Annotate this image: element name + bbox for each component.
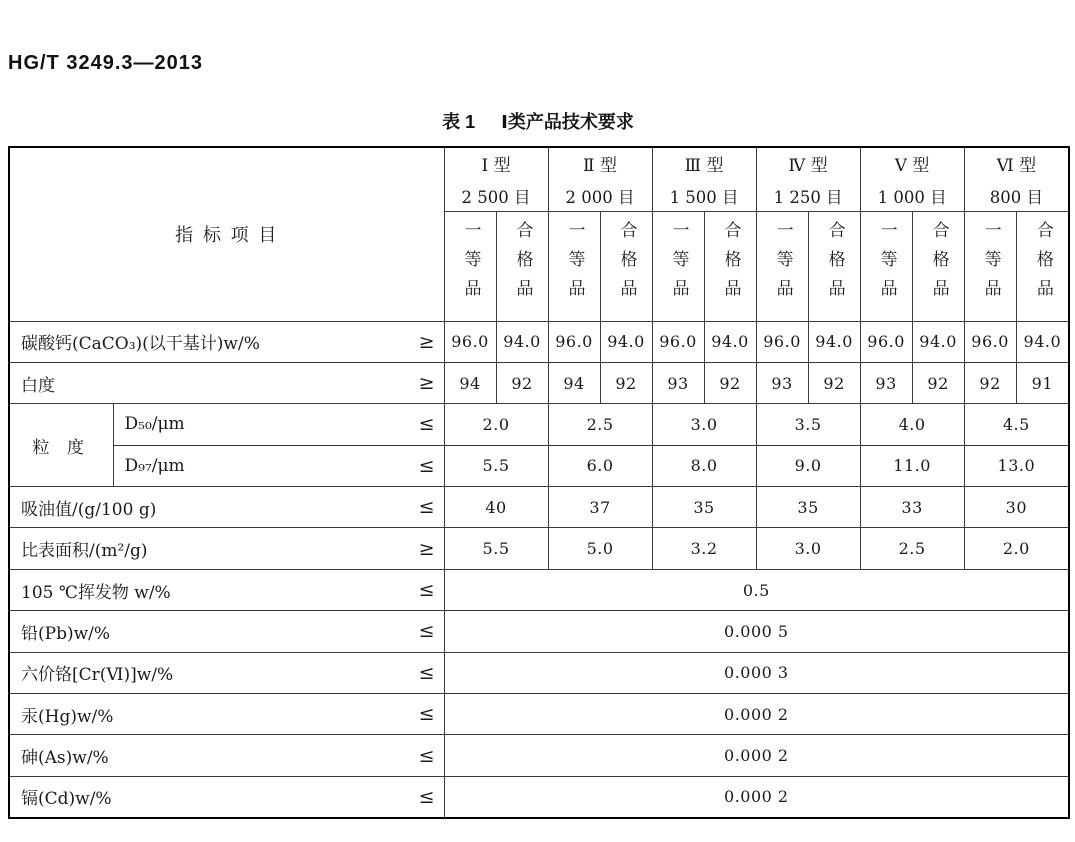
type-header-5 bbox=[860, 147, 964, 211]
row-label: 砷(As)w/% bbox=[21, 748, 109, 769]
table-row bbox=[9, 611, 1069, 652]
grade-header bbox=[444, 211, 496, 321]
table-row bbox=[9, 487, 1069, 528]
row-label-cell bbox=[9, 611, 444, 652]
value-cell: 96.0 bbox=[444, 321, 496, 362]
value-cell: 2.0 bbox=[964, 528, 1069, 569]
type-name: Ⅴ 型 bbox=[894, 155, 930, 176]
row-label: 六价铬[Cr(Ⅵ)]w/% bbox=[21, 665, 174, 686]
value-cell: 92 bbox=[704, 362, 756, 403]
row-label: 铅(Pb)w/% bbox=[21, 623, 111, 644]
value-cell: 3.0 bbox=[652, 404, 756, 445]
table-caption-label: 表 1 bbox=[442, 112, 476, 132]
type-name: Ⅵ 型 bbox=[996, 155, 1037, 176]
grade-label: 一等品 bbox=[460, 220, 481, 308]
table-row bbox=[9, 445, 1069, 486]
value-cell: 93 bbox=[860, 362, 912, 403]
value-cell: 5.5 bbox=[444, 528, 548, 569]
grade-header bbox=[808, 211, 860, 321]
type-mesh: 1 250 目 bbox=[773, 187, 843, 207]
limit-symbol: ≤ bbox=[418, 620, 435, 643]
grade-header bbox=[1016, 211, 1069, 321]
value-cell: 93 bbox=[756, 362, 808, 403]
value-cell: 0.5 bbox=[444, 569, 1069, 610]
row-label: 白度 bbox=[21, 375, 55, 396]
limit-symbol: ≤ bbox=[418, 413, 435, 436]
value-cell: 35 bbox=[756, 487, 860, 528]
value-cell: 2.5 bbox=[548, 404, 652, 445]
type-name: Ⅰ 型 bbox=[481, 155, 511, 176]
limit-symbol: ≤ bbox=[418, 661, 435, 684]
row-label: 105 ℃挥发物 w/% bbox=[21, 582, 171, 603]
value-cell: 96.0 bbox=[860, 321, 912, 362]
row-label-cell bbox=[9, 652, 444, 693]
row-label-cell bbox=[9, 362, 444, 403]
limit-symbol: ≤ bbox=[418, 785, 435, 808]
limit-symbol: ≤ bbox=[418, 579, 435, 602]
value-cell: 3.5 bbox=[756, 404, 860, 445]
row-label-cell bbox=[9, 735, 444, 776]
type-header-4 bbox=[756, 147, 860, 211]
grade-header bbox=[704, 211, 756, 321]
value-cell: 92 bbox=[600, 362, 652, 403]
value-cell: 92 bbox=[808, 362, 860, 403]
value-cell: 94.0 bbox=[704, 321, 756, 362]
table-caption-title: Ⅰ类产品技术要求 bbox=[501, 112, 634, 132]
table-row bbox=[9, 569, 1069, 610]
grade-label: 一等品 bbox=[564, 220, 585, 308]
value-cell: 2.0 bbox=[444, 404, 548, 445]
value-cell: 94.0 bbox=[600, 321, 652, 362]
value-cell: 94.0 bbox=[496, 321, 548, 362]
value-cell: 0.000 2 bbox=[444, 694, 1069, 735]
corner-header: 指 标 项 目 bbox=[9, 147, 444, 321]
value-cell: 92 bbox=[964, 362, 1016, 403]
grade-header bbox=[496, 211, 548, 321]
type-name: Ⅱ 型 bbox=[583, 155, 618, 176]
value-cell: 0.000 2 bbox=[444, 735, 1069, 776]
value-cell: 3.2 bbox=[652, 528, 756, 569]
table-row bbox=[9, 694, 1069, 735]
type-mesh: 1 500 目 bbox=[669, 187, 739, 207]
grade-header bbox=[964, 211, 1016, 321]
table-row bbox=[9, 735, 1069, 776]
value-cell: 13.0 bbox=[964, 445, 1069, 486]
value-cell: 93 bbox=[652, 362, 704, 403]
limit-symbol: ≤ bbox=[418, 703, 435, 726]
table-row bbox=[9, 776, 1069, 817]
table-row bbox=[9, 362, 1069, 403]
type-mesh: 800 目 bbox=[989, 187, 1043, 207]
grade-label: 合格品 bbox=[720, 220, 741, 308]
limit-symbol: ≥ bbox=[418, 372, 435, 395]
limit-symbol: ≥ bbox=[418, 537, 435, 560]
value-cell: 96.0 bbox=[548, 321, 600, 362]
row-label-cell bbox=[9, 694, 444, 735]
row-label-cell bbox=[113, 404, 444, 445]
value-cell: 94.0 bbox=[808, 321, 860, 362]
value-cell: 30 bbox=[964, 487, 1069, 528]
row-label: 碳酸钙(CaCO₃)(以干基计)w/% bbox=[21, 334, 260, 355]
grade-header bbox=[600, 211, 652, 321]
grade-label: 合格品 bbox=[512, 220, 533, 308]
grade-label: 合格品 bbox=[824, 220, 845, 308]
value-cell: 94 bbox=[548, 362, 600, 403]
limit-symbol: ≤ bbox=[418, 496, 435, 519]
row-label-cell bbox=[9, 487, 444, 528]
value-cell: 8.0 bbox=[652, 445, 756, 486]
value-cell: 4.0 bbox=[860, 404, 964, 445]
row-label: 汞(Hg)w/% bbox=[21, 706, 114, 727]
limit-symbol: ≤ bbox=[418, 454, 435, 477]
grade-header bbox=[860, 211, 912, 321]
table-row bbox=[9, 528, 1069, 569]
type-name: Ⅲ 型 bbox=[684, 155, 724, 176]
value-cell: 0.000 3 bbox=[444, 652, 1069, 693]
row-label: D₅₀/μm bbox=[124, 414, 185, 435]
table-row bbox=[9, 404, 1069, 445]
value-cell: 94.0 bbox=[1016, 321, 1069, 362]
value-cell: 5.5 bbox=[444, 445, 548, 486]
value-cell: 0.000 2 bbox=[444, 776, 1069, 817]
row-group-label: 粒 度 bbox=[9, 404, 113, 487]
type-name: Ⅳ 型 bbox=[788, 155, 828, 176]
limit-symbol: ≤ bbox=[418, 744, 435, 767]
grade-label: 一等品 bbox=[876, 220, 897, 308]
type-header-1 bbox=[444, 147, 548, 211]
value-cell: 9.0 bbox=[756, 445, 860, 486]
grade-header bbox=[548, 211, 600, 321]
row-label-cell bbox=[9, 776, 444, 817]
value-cell: 40 bbox=[444, 487, 548, 528]
value-cell: 96.0 bbox=[756, 321, 808, 362]
grade-header bbox=[912, 211, 964, 321]
value-cell: 96.0 bbox=[964, 321, 1016, 362]
value-cell: 35 bbox=[652, 487, 756, 528]
grade-label: 一等品 bbox=[668, 220, 689, 308]
limit-symbol: ≥ bbox=[418, 330, 435, 353]
value-cell: 37 bbox=[548, 487, 652, 528]
row-label: D₉₇/μm bbox=[124, 455, 185, 476]
row-label-cell bbox=[9, 321, 444, 362]
value-cell: 5.0 bbox=[548, 528, 652, 569]
row-label-cell bbox=[9, 528, 444, 569]
grade-label: 合格品 bbox=[928, 220, 949, 308]
standard-number: HG/T 3249.3—2013 bbox=[8, 52, 203, 74]
type-mesh: 1 000 目 bbox=[877, 187, 947, 207]
value-cell: 3.0 bbox=[756, 528, 860, 569]
value-cell: 2.5 bbox=[860, 528, 964, 569]
table-row bbox=[9, 652, 1069, 693]
value-cell: 4.5 bbox=[964, 404, 1069, 445]
grade-label: 一等品 bbox=[772, 220, 793, 308]
header-row-types bbox=[9, 147, 1069, 211]
grade-label: 合格品 bbox=[1032, 220, 1053, 308]
value-cell: 33 bbox=[860, 487, 964, 528]
row-label: 镉(Cd)w/% bbox=[21, 789, 112, 810]
value-cell: 94.0 bbox=[912, 321, 964, 362]
value-cell: 91 bbox=[1016, 362, 1069, 403]
value-cell: 92 bbox=[496, 362, 548, 403]
value-cell: 11.0 bbox=[860, 445, 964, 486]
grade-label: 一等品 bbox=[980, 220, 1001, 308]
type-header-6 bbox=[964, 147, 1069, 211]
value-cell: 94 bbox=[444, 362, 496, 403]
type-header-3 bbox=[652, 147, 756, 211]
value-cell: 96.0 bbox=[652, 321, 704, 362]
table-caption bbox=[8, 108, 1068, 134]
value-cell: 6.0 bbox=[548, 445, 652, 486]
grade-header bbox=[652, 211, 704, 321]
row-label-cell bbox=[113, 445, 444, 486]
grade-label: 合格品 bbox=[616, 220, 637, 308]
row-label-cell bbox=[9, 569, 444, 610]
type-header-2 bbox=[548, 147, 652, 211]
type-mesh: 2 000 目 bbox=[565, 187, 635, 207]
row-label: 比表面积/(m²/g) bbox=[21, 541, 148, 562]
value-cell: 0.000 5 bbox=[444, 611, 1069, 652]
grade-header bbox=[756, 211, 808, 321]
row-label: 吸油值/(g/100 g) bbox=[21, 499, 157, 520]
value-cell: 92 bbox=[912, 362, 964, 403]
table-row bbox=[9, 321, 1069, 362]
type-mesh: 2 500 目 bbox=[461, 187, 531, 207]
spec-table bbox=[8, 146, 1070, 819]
